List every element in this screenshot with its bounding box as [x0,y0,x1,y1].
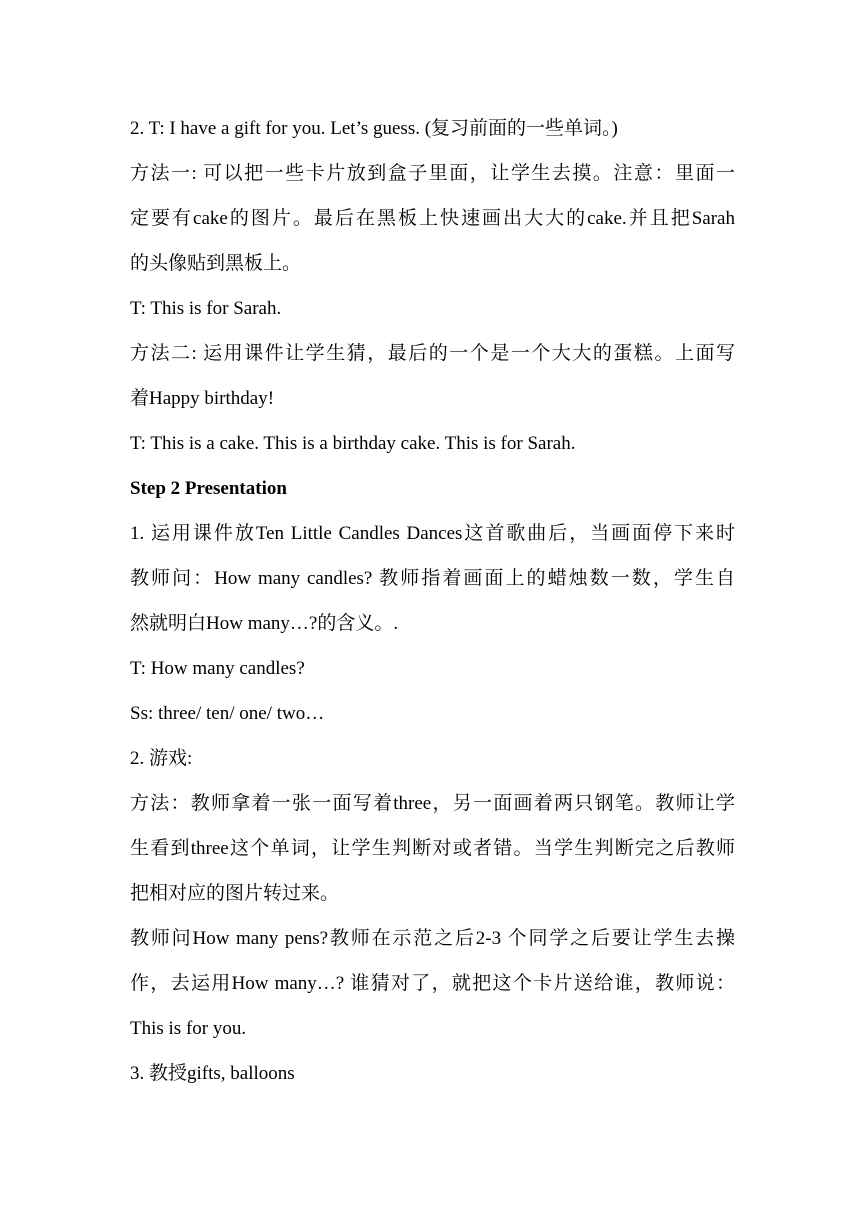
text-line-method1-b: 定要有cake的图片。最后在黑板上快速画出大大的cake.并且把Sarah [130,208,735,229]
text-line-game-a: 方法：教师拿着一张一面写着three，另一面画着两只钢笔。教师让学 [130,793,735,814]
text-line-presentation-1b: 教师问：How many candles? 教师指着画面上的蜡烛数一数，学生自 [130,568,735,589]
text-line-game-d: 教师问How many pens?教师在示范之后2-3 个同学之后要让学生去操 [130,928,735,949]
text-line-method1-a: 方法一: 可以把一些卡片放到盒子里面，让学生去摸。注意：里面一 [130,163,735,184]
text-line-method2-b: 着Happy birthday! [130,388,275,409]
text-line-game-f: This is for you. [130,1018,247,1039]
text-line-game-e: 作，去运用How many…? 谁猜对了，就把这个卡片送给谁，教师说： [130,973,735,994]
text-line-dialogue-2: T: This is a cake. This is a birthday cake. This is for Sarah. [130,433,576,454]
text-line-method1-c: 的头像贴到黑板上。 [130,253,302,274]
text-line-game-c: 把相对应的图片转过来。 [130,883,340,904]
text-line-method2-a: 方法二: 运用课件让学生猜，最后的一个是一个大大的蛋糕。上面写 [130,343,735,364]
text-line-presentation-1a: 1. 运用课件放Ten Little Candles Dances这首歌曲后，当画面停下来时 [130,523,735,544]
text-line-dialogue-4: Ss: three/ ten/ one/ two… [130,703,325,724]
text-line-presentation-1c: 然就明白How many…?的含义。. [130,613,399,634]
text-line-dialogue-1: T: This is for Sarah. [130,298,282,319]
text-line-dialogue-3: T: How many candles? [130,658,305,679]
text-line-game-title: 2. 游戏: [130,748,193,769]
section-heading-step2: Step 2 Presentation [130,478,287,499]
text-line-game-b: 生看到three这个单词，让学生判断对或者错。当学生判断完之后教师 [130,838,735,859]
text-line-teach-item3: 3. 教授gifts, balloons [130,1063,295,1084]
text-line-step1-item2: 2. T: I have a gift for you. Let’s guess. (复习前面的一些单词。) [130,118,618,139]
